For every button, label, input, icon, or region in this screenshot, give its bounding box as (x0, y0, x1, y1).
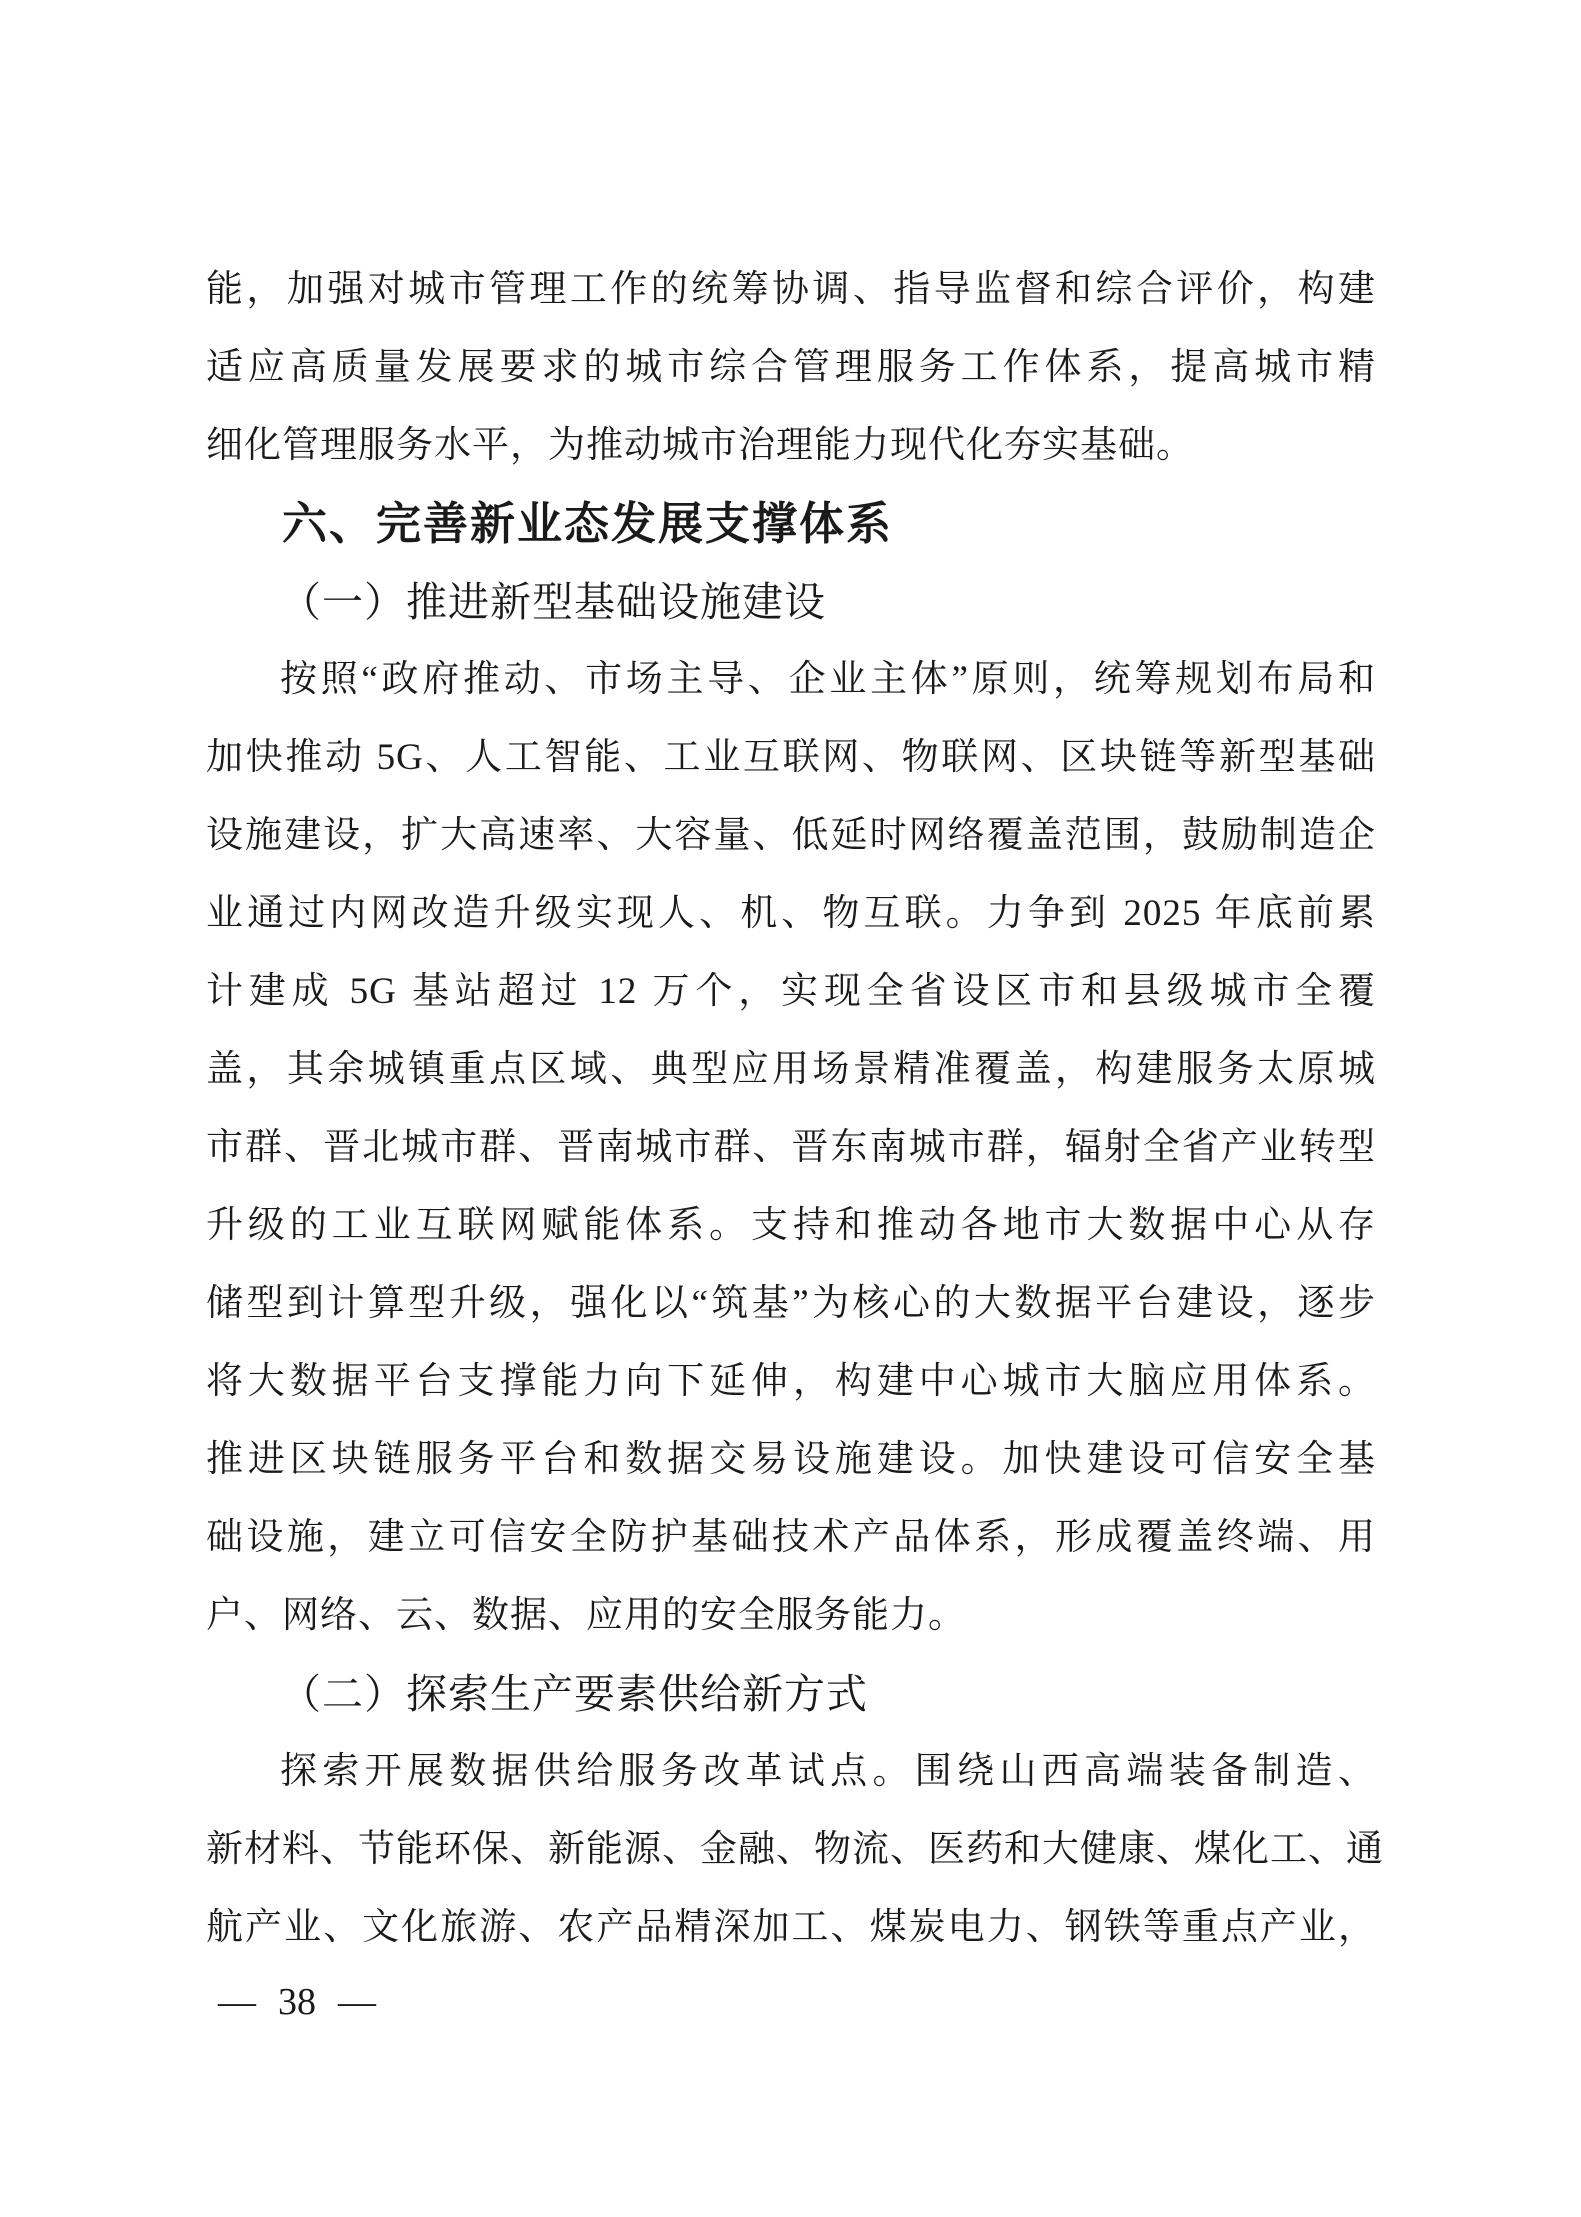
body-line: 新材料、节能环保、新能源、金融、物流、医药和大健康、煤化工、通 (206, 1829, 1384, 1870)
footer-dash-right: — (338, 1981, 376, 2023)
subsection-2-heading: （二）探索生产要素供给新方式 (280, 1671, 868, 1717)
body-line: 适应高质量发展要求的城市综合管理服务工作体系，提高城市精 (206, 347, 1376, 388)
body-line: 设施建设，扩大高速率、大容量、低延时网络覆盖范围，鼓励制造企 (206, 815, 1376, 856)
body-line: 推进区块链服务平台和数据交易设施建设。加快建设可信安全基 (206, 1439, 1376, 1480)
body-line: 航产业、文化旅游、农产品精深加工、煤炭电力、钢铁等重点产业， (206, 1907, 1376, 1948)
body-line: 将大数据平台支撑能力向下延伸，构建中心城市大脑应用体系。 (206, 1361, 1376, 1402)
page-footer (218, 1966, 376, 2038)
body-line: 能，加强对城市管理工作的统筹协调、指导监督和综合评价，构建 (206, 269, 1376, 310)
body-line: 探索开展数据供给服务改革试点。围绕山西高端装备制造、 (280, 1751, 1376, 1792)
subsection-1-heading: （一）推进新型基础设施建设 (280, 579, 826, 625)
section-heading: 六、完善新业态发展支撑体系 (282, 498, 894, 549)
body-line: 业通过内网改造升级实现人、机、物互联。力争到 2025 年底前累 (206, 893, 1376, 934)
document-body (206, 251, 1384, 1967)
body-line: 细化管理服务水平，为推动城市治理能力现代化夯实基础。 (206, 425, 1194, 466)
body-line: 储型到计算型升级，强化以“筑基”为核心的大数据平台建设，逐步 (206, 1283, 1376, 1324)
body-line: 市群、晋北城市群、晋南城市群、晋东南城市群，辐射全省产业转型 (206, 1127, 1376, 1168)
body-line: 加快推动 5G、人工智能、工业互联网、物联网、区块链等新型基础 (206, 737, 1376, 778)
footer-dash-left: — (218, 1981, 256, 2023)
body-line: 础设施，建立可信安全防护基础技术产品体系，形成覆盖终端、用 (206, 1517, 1376, 1558)
body-line: 盖，其余城镇重点区域、典型应用场景精准覆盖，构建服务太原城 (206, 1049, 1376, 1090)
body-line: 计建成 5G 基站超过 12 万个，实现全省设区市和县级城市全覆 (206, 971, 1376, 1012)
page-number: 38 (278, 1981, 316, 2023)
body-line: 按照“政府推动、市场主导、企业主体”原则，统筹规划布局和 (280, 659, 1376, 700)
body-line: 户、网络、云、数据、应用的安全服务能力。 (206, 1595, 966, 1636)
body-line: 升级的工业互联网赋能体系。支持和推动各地市大数据中心从存 (206, 1205, 1376, 1246)
